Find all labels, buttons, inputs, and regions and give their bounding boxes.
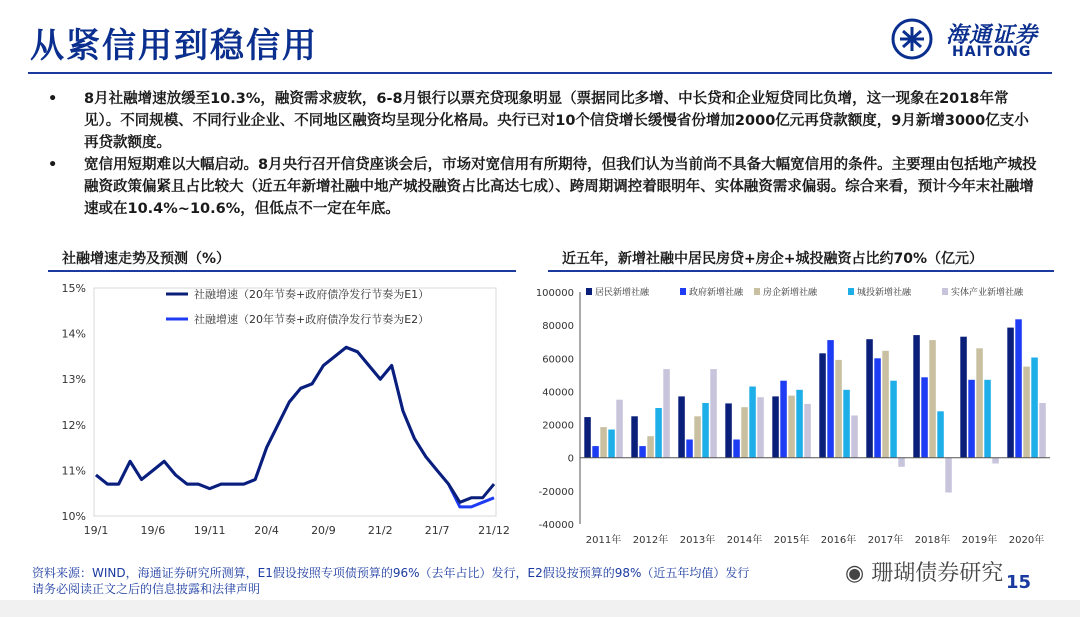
bottom-bar (0, 600, 1080, 617)
bar (898, 458, 905, 467)
bar (663, 369, 670, 458)
bar (804, 404, 811, 458)
bar (710, 369, 717, 458)
legend-label: 房企新增社融 (763, 288, 818, 298)
y-tick-label: 100000 (535, 288, 574, 299)
x-tick-label: 2012年 (632, 535, 669, 546)
bar (757, 397, 764, 458)
legend-label-e1: 社融增速（20年节奏+政府债净发行节奏为E1） (194, 288, 430, 301)
bar (913, 335, 920, 458)
bar (592, 446, 599, 458)
line-chart (48, 280, 518, 550)
right-chart-rule (548, 270, 1054, 272)
bar (1007, 328, 1014, 458)
bar (733, 440, 740, 458)
y-tick-label: 15% (61, 282, 86, 295)
bar (937, 411, 944, 457)
bar (584, 417, 591, 458)
x-tick-label: 19/1 (83, 524, 109, 537)
haitong-logo (886, 16, 1056, 62)
x-tick-label: 2016年 (820, 535, 857, 546)
bar (835, 360, 842, 458)
disclaimer: 请务必阅读正文之后的信息披露和法律声明 (32, 582, 261, 596)
bar (772, 396, 779, 457)
bar (984, 380, 991, 458)
x-tick-label: 21/12 (478, 524, 510, 537)
y-tick-label: 11% (61, 464, 86, 478)
source-note: 资料来源：WIND，海通证券研究所测算，E1假设按照专项债预算的96%（去年占比）发行，E2假设按预算的98%（近五年均值）发行 (32, 566, 750, 580)
y-tick-label: 14% (61, 327, 86, 341)
bar (976, 348, 983, 457)
y-tick-label: 80000 (542, 321, 574, 333)
bar (694, 416, 701, 457)
bar (960, 337, 967, 458)
bar (1039, 403, 1046, 458)
x-tick-label: 2013年 (679, 535, 716, 546)
bar (1023, 367, 1030, 458)
bar (796, 390, 803, 458)
bar (890, 381, 897, 458)
bullet-marker: • (48, 157, 58, 173)
legend-swatch (586, 288, 592, 295)
x-tick-label: 2018年 (914, 535, 951, 546)
y-tick-label: 0 (567, 453, 574, 465)
bar (968, 380, 975, 458)
x-tick-label: 21/7 (424, 524, 450, 537)
legend-label-e2: 社融增速（20年节奏+政府债净发行节奏为E2） (194, 313, 430, 326)
x-tick-label: 2014年 (726, 535, 763, 546)
legend-swatch (680, 288, 686, 295)
bar (600, 427, 607, 458)
haitong-logo-icon (886, 16, 942, 62)
bullet-list (48, 88, 1038, 220)
bar (874, 358, 881, 457)
legend-label: 政府新增社融 (689, 288, 744, 298)
x-tick-label: 19/6 (140, 524, 166, 537)
bar (843, 390, 850, 458)
bar-chart (528, 280, 1060, 552)
bar (749, 387, 756, 458)
x-tick-label: 20/4 (254, 524, 279, 537)
right-chart-title: 近五年，新增社融中居民房贷+房企+城投融资占比约70%（亿元） (562, 251, 983, 267)
y-tick-label: 12% (61, 418, 86, 432)
bullet-text: 8月社融增速放缓至10.3%，融资需求疲软，6-8月银行以票充贷现象明显（票据同比多增、中长贷和企业短贷同比负增，这一现象在2018年常见）。不同规模、不同行业企业、不同地区融资均呈现分化格局。央行已对10个信贷增长缓慢省份增加2000亿元再贷款额度，9月新增3000亿支小再贷款额度。 (84, 91, 1029, 151)
y-tick-label: -20000 (538, 486, 574, 498)
x-tick-label: 2015年 (773, 535, 810, 546)
bar (921, 377, 928, 457)
bullet-item (48, 154, 1038, 220)
bar (788, 396, 795, 458)
y-tick-label: 40000 (542, 387, 574, 399)
logo-chinese-text: 海通证券 (946, 23, 1039, 48)
legend-swatch (754, 288, 760, 295)
bar (616, 400, 623, 458)
bar (678, 396, 685, 457)
y-tick-label: 20000 (542, 420, 574, 432)
legend-swatch (942, 288, 948, 295)
bar (819, 353, 826, 457)
x-tick-label: 21/2 (367, 524, 393, 537)
bar (655, 408, 662, 458)
bar (827, 340, 834, 458)
bullet-text: 宽信用短期难以大幅启动。8月央行召开信贷座谈会后，市场对宽信用有所期待，但我们认为当前尚不具备大幅宽信用的条件。主要理由包括地产城投融资政策偏紧且占比较大（近五年新增社融中地产城投融资占比高达七成）、跨周期调控着眼明年、实体融资需求偏弱。综合来看，预计今年末社融增速或在10.4%~10.6%，但低点不一定在年底。 (84, 157, 1037, 217)
bar (631, 416, 638, 457)
bar (702, 403, 709, 458)
bar (639, 446, 646, 458)
bar (725, 403, 732, 457)
y-tick-label: -40000 (538, 520, 574, 531)
page-number: 15 (1006, 572, 1032, 593)
x-tick-label: 2011年 (585, 535, 622, 546)
legend-label: 城投新增社融 (857, 288, 912, 298)
bullet-item (48, 88, 1038, 154)
bar (780, 381, 787, 458)
page-title: 从紧信用到稳信用 (30, 26, 318, 66)
bar (1015, 319, 1022, 457)
bar (866, 339, 873, 458)
header-divider (28, 72, 1052, 74)
watermark-text: 珊瑚债券研究 (871, 561, 1004, 586)
bar (851, 416, 858, 458)
bar (1031, 358, 1038, 458)
x-tick-label: 20/9 (311, 524, 336, 537)
logo-english-text: HAITONG (952, 44, 1032, 60)
bar (945, 458, 952, 493)
x-tick-label: 2020年 (1008, 535, 1045, 546)
bar (741, 407, 748, 458)
y-tick-label: 10% (61, 510, 86, 523)
x-tick-label: 2017年 (867, 535, 904, 546)
bar (929, 340, 936, 458)
wechat-icon: ◉ (845, 561, 865, 586)
legend-label: 居民新增社融 (595, 288, 650, 298)
watermark (845, 556, 1003, 587)
bar (992, 458, 999, 464)
bar (686, 440, 693, 458)
bullet-marker: • (48, 91, 58, 107)
y-tick-label: 60000 (542, 354, 574, 366)
left-chart-title: 社融增速走势及预测（%） (62, 251, 231, 267)
legend-swatch (848, 288, 854, 295)
bar (647, 436, 654, 458)
x-tick-label: 2019年 (961, 535, 998, 546)
bar (882, 351, 889, 458)
y-tick-label: 13% (61, 373, 86, 387)
x-tick-label: 19/11 (193, 524, 226, 537)
bar (608, 430, 615, 458)
legend-label: 实体产业新增社融 (951, 288, 1024, 298)
left-chart-rule (48, 270, 516, 272)
